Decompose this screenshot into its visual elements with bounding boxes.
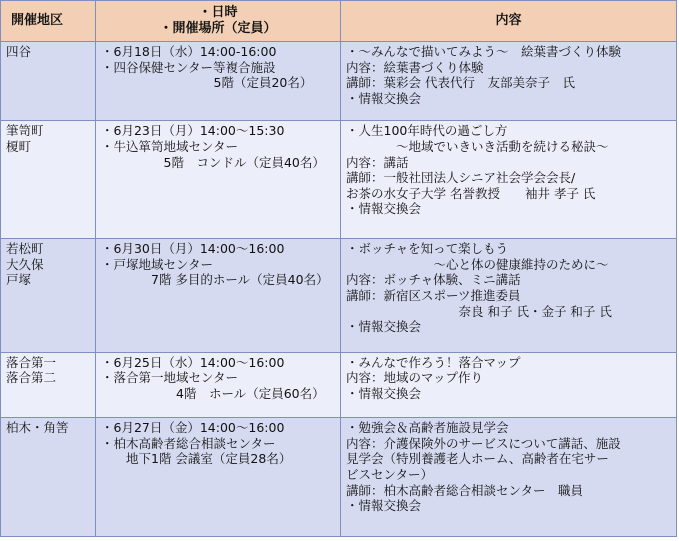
area-line: 戸塚 (6, 272, 32, 288)
header-datetime-line-1: ・日時 (198, 5, 238, 21)
content-line: ・みんなで作ろう！落合マップ (346, 354, 521, 370)
content-line: 見学会（特別養護老人ホーム、高齢者在宅サー (346, 451, 609, 467)
datetime-line: 5階 コンドル（定員40名） (101, 154, 325, 170)
area-cell (1, 418, 96, 537)
table-row (1, 239, 677, 353)
content-line: ～心と体の健康維持のために～ (346, 256, 609, 272)
content-cell (341, 121, 677, 239)
content-line: 内容：ボッチャ体験、ミニ講話 (346, 272, 521, 288)
datetime-cell (96, 352, 341, 417)
header-area: 開催地区 (1, 1, 96, 42)
area-cell (1, 352, 96, 417)
content-line: 講師：新宿区スポーツ推進委員 (346, 287, 521, 303)
datetime-line: 7階 多目的ホール（定員40名） (101, 272, 329, 288)
area-cell (1, 42, 96, 121)
datetime-line: ・四谷保健センター等複合施設 (101, 59, 276, 75)
content-line: 講師：柏木高齢者総合相談センター 職員 (346, 482, 584, 498)
content-line: 内容：地域のマップ作り (346, 370, 484, 386)
content-cell (341, 239, 677, 353)
content-line: ・～みんなで描いてみよう～ 絵葉書づくり体験 (346, 44, 622, 59)
area-line: 柏木・角筈 (6, 420, 69, 436)
area-line: 筆笥町 (6, 123, 44, 139)
content-line: ・情報交換会 (346, 201, 422, 217)
content-line: 奈良 和子 氏・金子 和子 氏 (346, 303, 612, 319)
content-line: ビスセンター） (346, 467, 434, 483)
content-line: 講師：葉彩会 代表代行 友部美奈子 氏 (346, 75, 575, 91)
datetime-line: ・落合第一地域センター (101, 370, 239, 386)
datetime-line: ・柏木高齢者総合相談センター (101, 435, 276, 451)
content-line: 講師：一般社団法人シニア社会学会会長/ (346, 170, 576, 186)
content-cell (341, 42, 677, 121)
datetime-line: 地下1階 会議室（定員28名） (101, 451, 292, 467)
area-cell (1, 239, 96, 353)
content-line: ・情報交換会 (346, 90, 422, 106)
content-line: 内容：介護保険外のサービスについて講話、施設 (346, 435, 621, 451)
table-row (1, 418, 677, 537)
content-line: ・勉強会＆高齢者施設見学会 (346, 420, 509, 436)
datetime-line: 5階（定員20名） (101, 75, 313, 91)
content-line: 内容：絵葉書づくり体験 (346, 59, 484, 75)
datetime-line: 4階 ホール（定員60名） (101, 386, 325, 402)
area-line: 落合第一 (6, 354, 57, 370)
datetime-cell (96, 121, 341, 239)
content-cell (341, 352, 677, 417)
content-line: ・情報交換会 (346, 386, 422, 402)
content-line: 内容：講話 (346, 154, 409, 170)
content-line: ・人生100年時代の過ごし方 (346, 123, 508, 139)
area-line: 榎町 (6, 139, 32, 155)
header-datetime (96, 1, 341, 42)
schedule-body (1, 42, 677, 537)
area-line: 四谷 (6, 44, 32, 59)
header-datetime-line-2: ・開催場所（定員） (159, 21, 277, 36)
area-line: 大久保 (6, 256, 44, 272)
content-line: ・情報交換会 (346, 498, 422, 514)
area-cell (1, 121, 96, 239)
area-line: 若松町 (6, 241, 44, 257)
datetime-line: ・6月27日（金）14:00～16:00 (101, 420, 285, 436)
content-line: ・ボッチャを知って楽しもう (346, 241, 509, 257)
content-cell (341, 418, 677, 537)
area-line: 落合第二 (6, 370, 57, 386)
datetime-line: ・牛込箪笥地域センター (101, 139, 239, 155)
content-line: お茶の水女子大学 名誉教授 袖井 孝子 氏 (346, 185, 596, 201)
datetime-line: ・6月25日（水）14:00～16:00 (101, 354, 285, 370)
datetime-cell (96, 42, 341, 121)
datetime-line: ・6月23日（月）14:00～15:30 (101, 123, 285, 139)
header-content: 内容 (341, 1, 677, 42)
datetime-line: ・6月30日（月）14:00～16:00 (101, 241, 285, 257)
content-line: ～地域でいきいき活動を続ける秘訣～ (346, 139, 609, 155)
datetime-line: ・6月18日（水）14:00-16:00 (101, 44, 277, 59)
table-row (1, 352, 677, 417)
table-row (1, 121, 677, 239)
datetime-cell (96, 418, 341, 537)
table-row (1, 42, 677, 121)
datetime-line: ・戸塚地域センター (101, 256, 214, 272)
datetime-cell (96, 239, 341, 353)
content-line: ・情報交換会 (346, 319, 422, 335)
